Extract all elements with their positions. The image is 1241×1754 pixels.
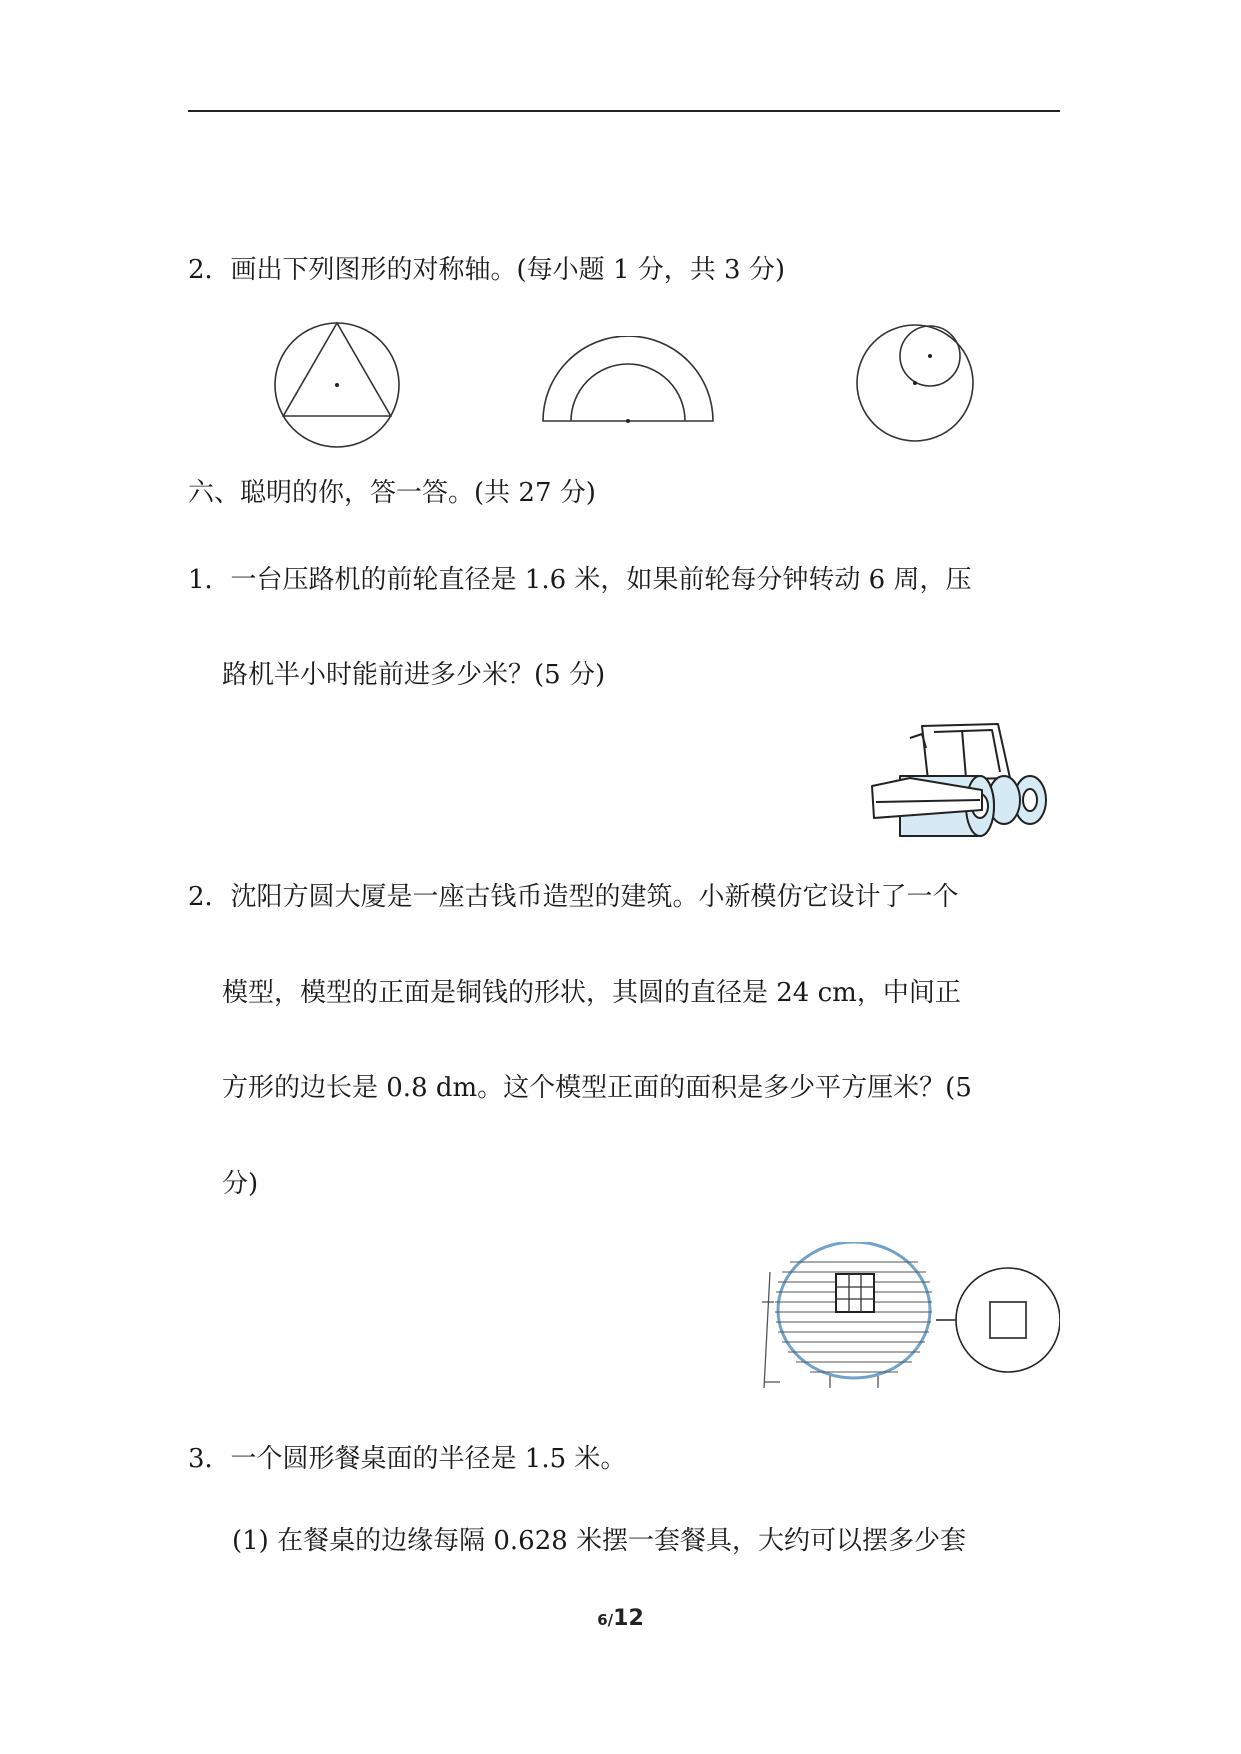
question-2-line-3: 方形的边长是 0.8 dm。这个模型正面的面积是多少平方厘米？(5 (222, 1073, 972, 1103)
question-2-line-2: 模型，模型的正面是铜钱的形状，其圆的直径是 24 cm，中间正 (222, 978, 961, 1008)
building-coin-illustration (760, 1242, 1060, 1388)
question-2-symmetry: 2．画出下列图形的对称轴。(每小题 1 分，共 3 分) (188, 255, 785, 285)
question-1-line-1: 1．一台压路机的前轮直径是 1.6 米，如果前轮每分钟转动 6 周，压 (188, 565, 972, 595)
question-3-line-1: 3．一个圆形餐桌面的半径是 1.5 米。 (188, 1444, 627, 1474)
nested-circles-figure (850, 318, 980, 448)
question-2-line-4: 分) (222, 1169, 259, 1199)
question-1-line-2: 路机半小时能前进多少米？(5 分) (222, 660, 606, 690)
page-current: 6/ (597, 1611, 614, 1629)
semi-ring-figure (540, 336, 716, 428)
page-total: 12 (613, 1606, 644, 1631)
header-rule (188, 110, 1060, 112)
question-3-sub-1: (1) 在餐桌的边缘每隔 0.628 米摆一套餐具，大约可以摆多少套 (232, 1526, 967, 1556)
road-roller-illustration (870, 718, 1055, 838)
page-number (0, 1606, 1241, 1631)
question-2-line-1: 2．沈阳方圆大厦是一座古钱币造型的建筑。小新模仿它设计了一个 (188, 882, 959, 912)
circle-triangle-figure (270, 318, 404, 452)
section-6-heading: 六、聪明的你，答一答。(共 27 分) (188, 478, 596, 508)
